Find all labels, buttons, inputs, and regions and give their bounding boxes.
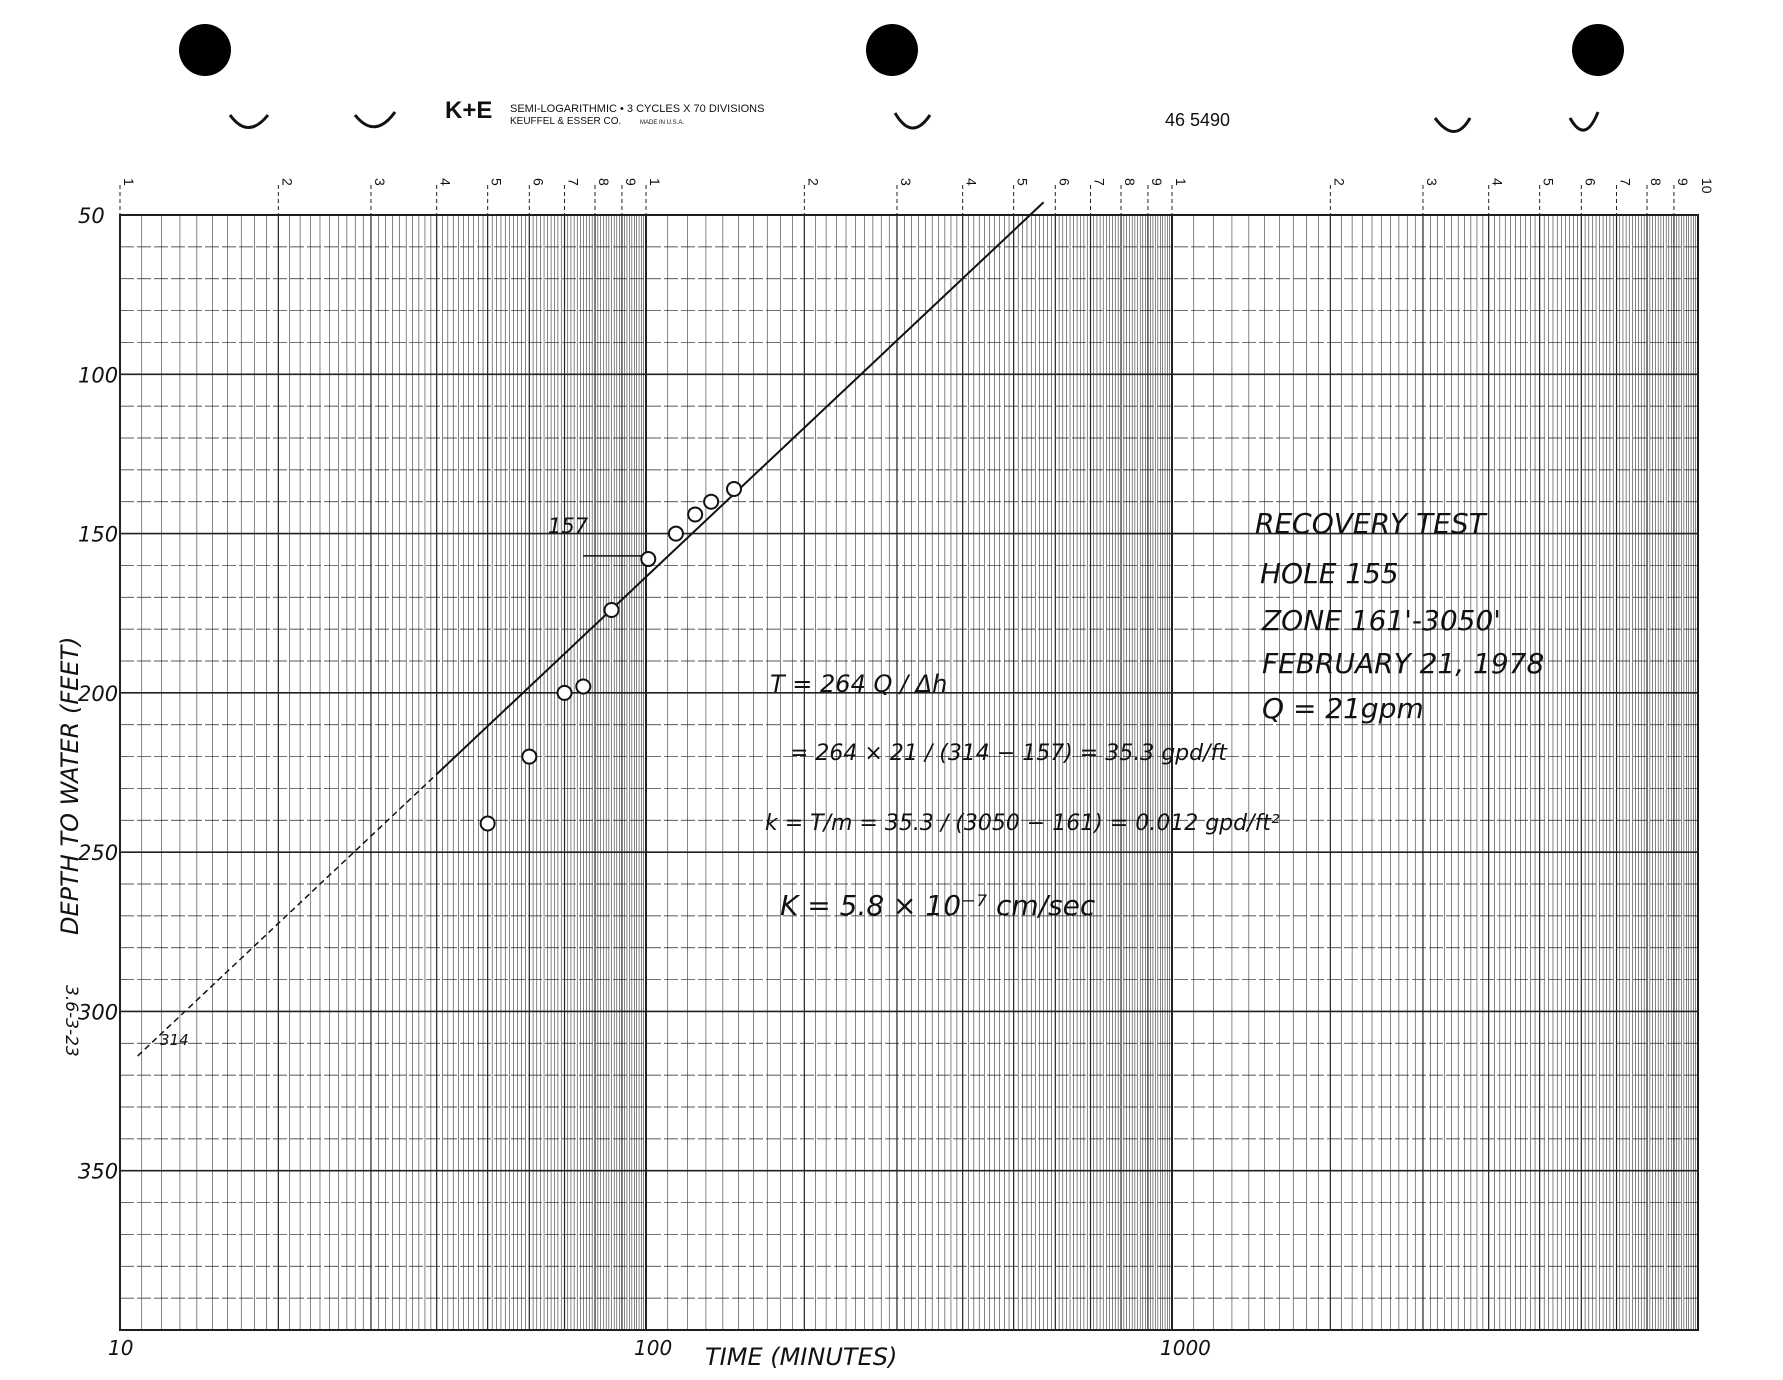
x-tick-label: 1000 <box>1160 1336 1211 1360</box>
top-scale-label: 9 <box>1674 178 1691 186</box>
plot-frame <box>120 215 1698 1330</box>
y-tick-label: 350 <box>78 1159 119 1184</box>
top-scale-label: 10 <box>1699 178 1715 194</box>
top-scale-label: 2 <box>805 178 822 186</box>
data-point <box>704 495 718 509</box>
top-scale-label: 9 <box>622 178 639 186</box>
binder-hole-left <box>179 24 231 76</box>
x-axis-title: TIME (MINUTES) <box>705 1343 898 1371</box>
y-tick-label: 50 <box>78 204 105 228</box>
x-axis-tick-labels <box>108 1336 1211 1360</box>
top-scale-label: 6 <box>530 178 547 186</box>
top-cycle-scale <box>120 178 1715 215</box>
data-point <box>576 679 590 693</box>
fit-line-extrapolated <box>138 774 437 1056</box>
top-scale-label: 5 <box>1540 178 1557 186</box>
label-157: 157 <box>548 514 589 538</box>
top-scale-label: 1 <box>647 178 663 186</box>
top-scale-label: 8 <box>1122 178 1139 186</box>
binder-hole-center <box>866 24 918 76</box>
top-scale-label: 3 <box>897 178 914 186</box>
test-zone: ZONE 161'-3050' <box>1262 604 1501 637</box>
top-scale-label: 1 <box>1173 178 1189 186</box>
formula-T-value: = 264 × 21 / (314 − 157) = 35.3 gpd/ft <box>790 741 1227 766</box>
top-scale-label: 2 <box>279 178 296 186</box>
data-point <box>641 552 655 566</box>
top-scale-label: 5 <box>1014 178 1031 186</box>
y-axis-title: DEPTH TO WATER (FEET) <box>56 636 84 935</box>
sheet-code: 46 5490 <box>1165 110 1231 130</box>
plot-grid <box>120 215 1698 1330</box>
top-scale-label: 7 <box>1091 178 1108 186</box>
test-flow: Q = 21gpm <box>1262 692 1424 725</box>
top-scale-label: 7 <box>565 178 582 186</box>
header-line-2: KEUFFEL & ESSER CO. <box>510 116 622 127</box>
x-tick-label: 10 <box>108 1336 134 1360</box>
top-scale-label: 5 <box>488 178 505 186</box>
y-tick-label: 150 <box>78 522 119 547</box>
top-scale-label: 4 <box>1489 178 1506 186</box>
data-point <box>727 482 741 496</box>
header-line-1: SEMI-LOGARITHMIC • 3 CYCLES X 70 DIVISIONS <box>510 103 765 115</box>
top-scale-label: 6 <box>1582 178 1599 186</box>
binder-hole-right <box>1572 24 1624 76</box>
data-point <box>522 750 536 764</box>
top-scale-label: 8 <box>1648 178 1665 186</box>
top-scale-label: 4 <box>963 178 980 186</box>
y-axis-tick-labels <box>78 204 118 1184</box>
test-date: FEBRUARY 21, 1978 <box>1262 647 1545 680</box>
hole-arcs <box>230 112 1598 132</box>
formula-K-cgs: K = 5.8 × 10⁻⁷ cm/sec <box>780 889 1096 922</box>
top-scale-label: 6 <box>1056 178 1073 186</box>
top-scale-label: 2 <box>1331 178 1348 186</box>
top-scale-label: 3 <box>1423 178 1440 186</box>
y-tick-label: 300 <box>78 1000 119 1025</box>
top-scale-label: 3 <box>371 178 388 186</box>
top-scale-label: 9 <box>1148 178 1165 186</box>
data-point <box>558 686 572 700</box>
top-scale-label: 1 <box>121 178 137 186</box>
top-scale-label: 8 <box>596 178 613 186</box>
data-point <box>669 527 683 541</box>
formula-T: T = 264 Q / Δh <box>770 670 948 698</box>
top-scale-label: 7 <box>1617 178 1634 186</box>
y-tick-label: 200 <box>78 681 119 706</box>
header-line-2-small: MADE IN U.S.A. <box>640 120 685 126</box>
x-tick-label: 100 <box>634 1336 673 1360</box>
top-scale-label: 4 <box>437 178 454 186</box>
test-hole: HOLE 155 <box>1260 557 1399 590</box>
data-point <box>688 507 702 521</box>
formula-k: k = T/m = 35.3 / (3050 − 161) = 0.012 gpd/ft² <box>765 811 1280 836</box>
brand-logo: K+E <box>445 97 493 124</box>
label-314: 314 <box>160 1031 189 1049</box>
y-tick-label: 100 <box>78 363 119 388</box>
test-title: RECOVERY TEST <box>1255 507 1486 540</box>
side-note: 3.6-3-23 <box>61 985 81 1057</box>
data-point <box>481 816 495 830</box>
data-point <box>605 603 619 617</box>
y-tick-label: 250 <box>78 841 119 866</box>
